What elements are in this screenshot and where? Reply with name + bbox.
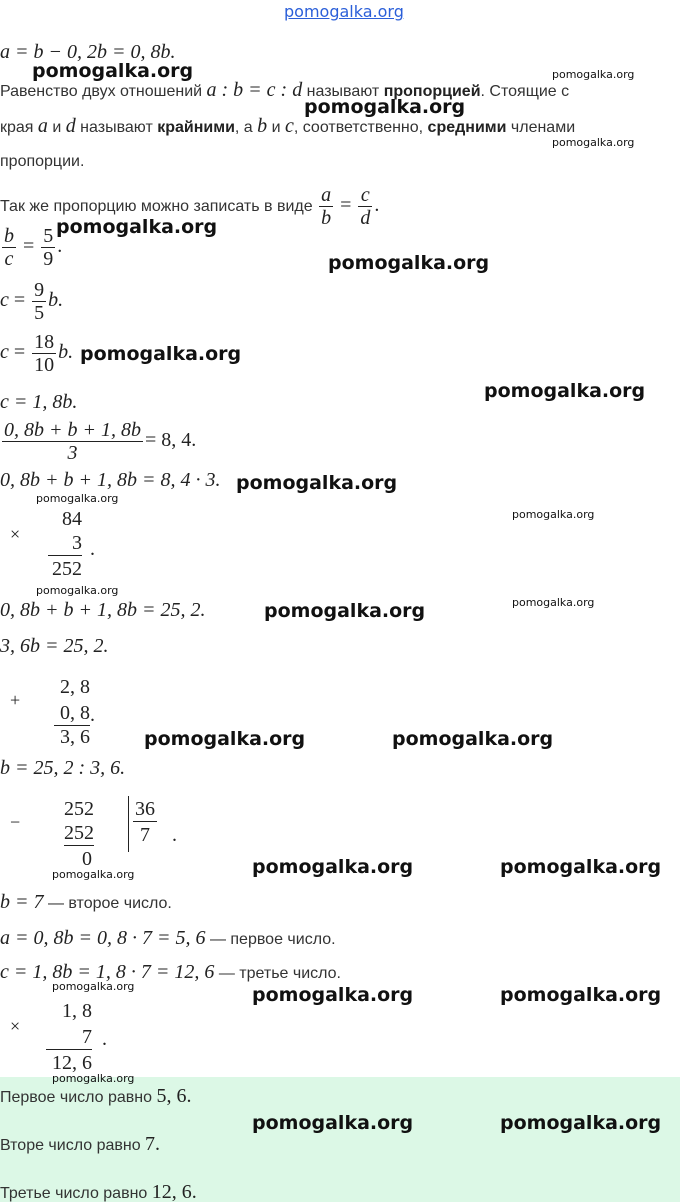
definition-line-4: Так же пропорцию можно записать в виде $\frac{a}{b}$ = $\frac{c}{d}$ . — [0, 184, 380, 230]
watermark: pomogalka.org — [304, 96, 466, 118]
answer-third: Третье число равно 12, 6. — [0, 1181, 197, 1203]
result-third-number: c = 1, 8b = 1, 8 · 7 = 12, 6 — третье число. — [0, 961, 341, 983]
watermark: pomogalka.org — [500, 984, 662, 1006]
watermark: pomogalka.org — [80, 343, 242, 365]
equation-c-eighteen-tenths: c = $\frac{18}{10}$ b. — [0, 331, 74, 377]
watermark: pomogalka.org — [236, 472, 398, 494]
watermark: pomogalka.org — [56, 216, 218, 238]
answer-first: Первое число равно 5, 6. — [0, 1085, 192, 1107]
equation-b-over-c: $\frac{b}{c}$ = $\frac{5}{9}$ . — [4, 225, 63, 271]
watermark: pomogalka.org — [264, 600, 426, 622]
watermark: pomogalka.org — [328, 252, 490, 274]
equation-c-nine-fifths: c = $\frac{9}{5}$ b. — [0, 279, 64, 325]
watermark: pomogalka.org — [252, 984, 414, 1006]
column-addition: + 2, 8 0, 8 3, 6 . — [10, 676, 95, 748]
watermark-small: pomogalka.org — [552, 136, 635, 149]
definition-line-2: края a и d называют крайними, а b и c, соответственно, средними членами — [0, 115, 576, 137]
equation-b-division: b = 25, 2 : 3, 6. — [0, 757, 126, 779]
watermark-small: pomogalka.org — [552, 68, 635, 81]
definition-line-1: Равенство двух отношений a : b = c : d называют пропорцией. Стоящие с — [0, 79, 570, 101]
definition-line-3: пропорции. — [0, 153, 85, 170]
watermark-small: pomogalka.org — [52, 1072, 135, 1085]
watermark-small: pomogalka.org — [512, 508, 595, 521]
column-multiplication-2: × 1, 8 7 12, 6 . — [10, 1000, 107, 1074]
watermark: pomogalka.org — [252, 856, 414, 878]
watermark: pomogalka.org — [252, 1112, 414, 1134]
watermark: pomogalka.org — [484, 380, 646, 402]
equation-average: $\frac{0, 8b + b + 1, 8b}{3}$ = 8, 4. — [4, 419, 197, 465]
column-multiplication-1: × 84 3 252 . — [10, 508, 95, 580]
watermark: pomogalka.org — [500, 856, 662, 878]
watermark-small: pomogalka.org — [512, 596, 595, 609]
result-second-number: b = 7 — второе число. — [0, 891, 172, 913]
watermark-small: pomogalka.org — [52, 980, 135, 993]
watermark: pomogalka.org — [144, 728, 306, 750]
equation-sum-product: 0, 8b + b + 1, 8b = 8, 4 · 3. — [0, 469, 221, 491]
watermark-small: pomogalka.org — [36, 584, 119, 597]
equation-sum-value: 0, 8b + b + 1, 8b = 25, 2. — [0, 599, 206, 621]
watermark: pomogalka.org — [32, 60, 194, 82]
watermark-small: pomogalka.org — [36, 492, 119, 505]
equation-coefficient: 3, 6b = 25, 2. — [0, 635, 109, 657]
watermark-small: pomogalka.org — [52, 868, 135, 881]
watermark: pomogalka.org — [500, 1112, 662, 1134]
watermark: pomogalka.org — [392, 728, 554, 750]
watermark-link[interactable]: pomogalka.org — [284, 2, 404, 21]
answer-second: Вторе число равно 7. — [0, 1133, 161, 1155]
long-division: − 252 252 0 36 7 . — [10, 798, 177, 870]
equation-c-decimal: c = 1, 8b. — [0, 391, 78, 413]
equation-a: a = b − 0, 2b = 0, 8b. — [0, 41, 176, 63]
result-first-number: a = 0, 8b = 0, 8 · 7 = 5, 6 — первое число. — [0, 927, 336, 949]
